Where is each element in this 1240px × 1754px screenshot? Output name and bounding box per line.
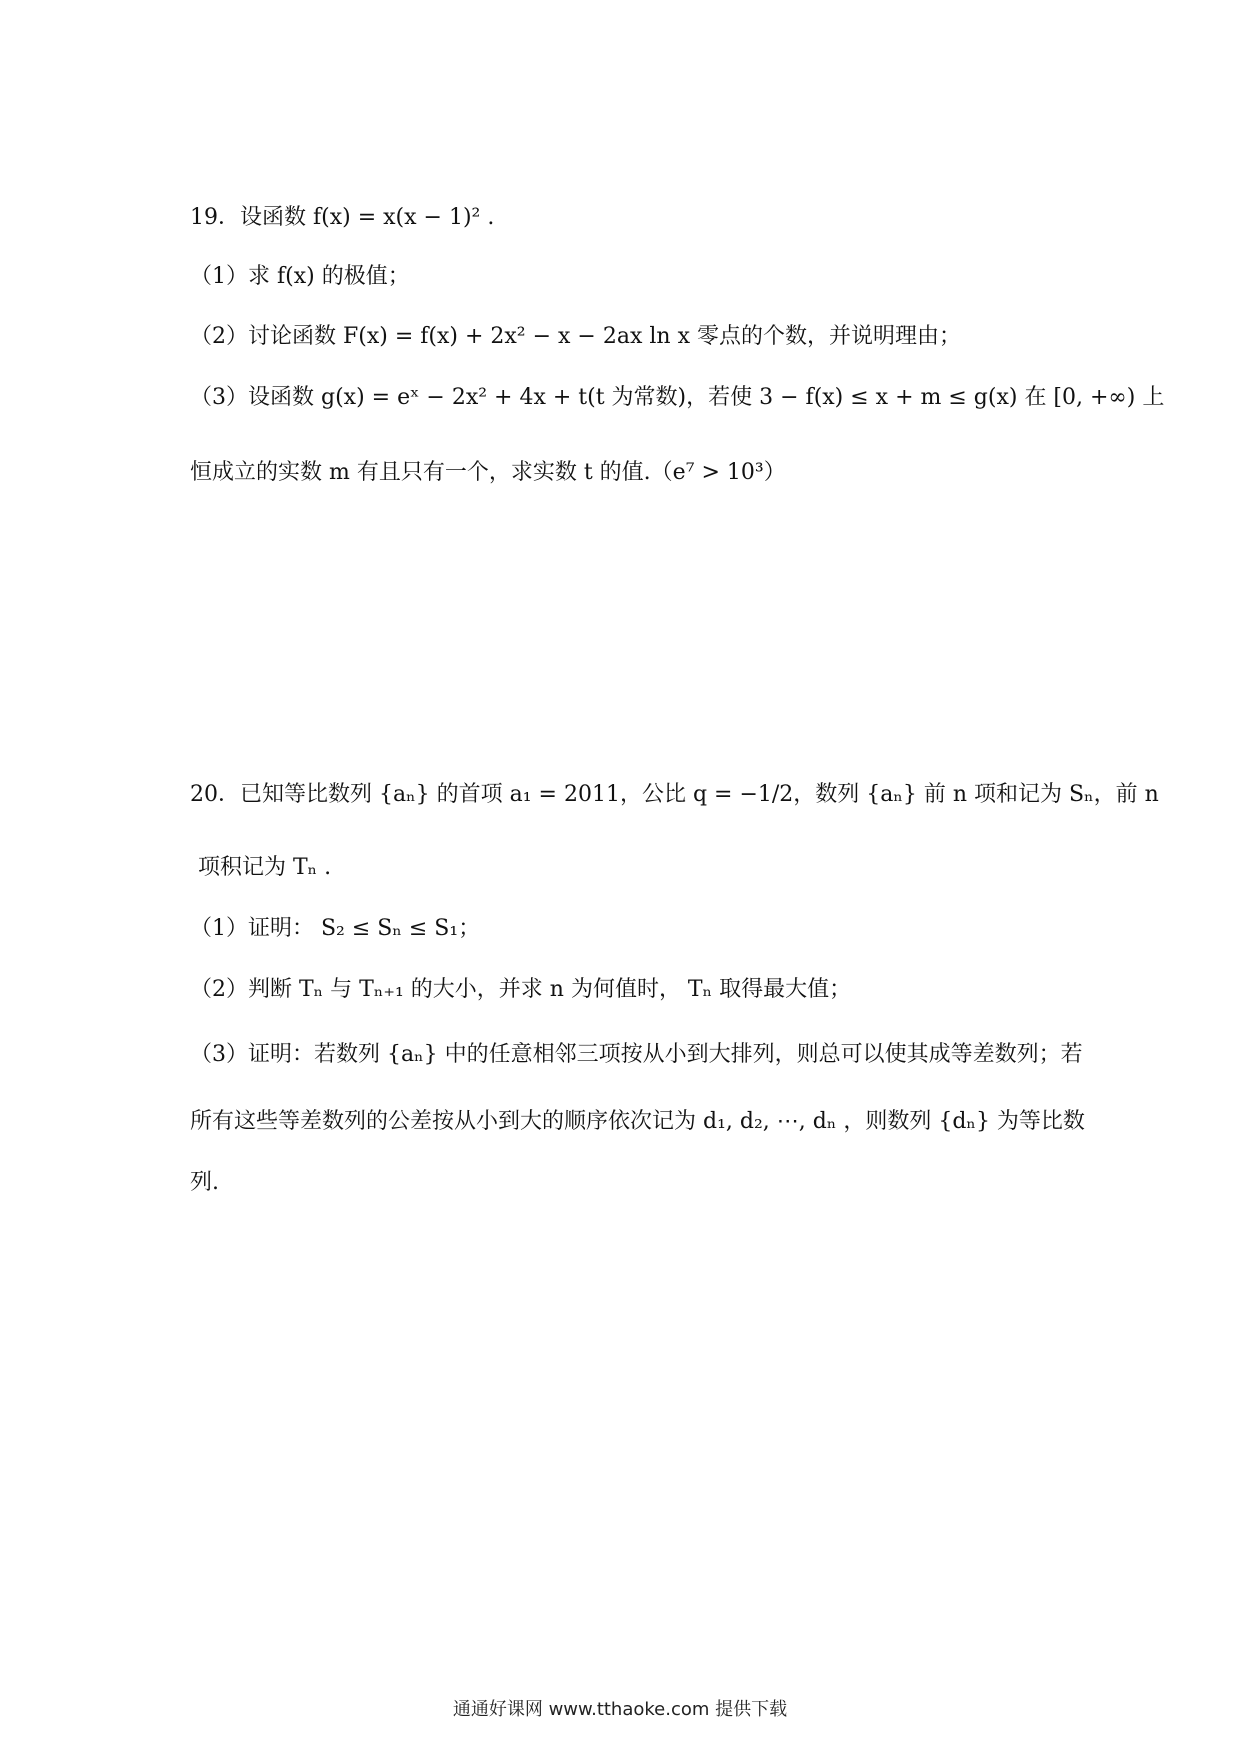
q19-part-2: （2）讨论函数 F(x) = f(x) + 2x² − x − 2ax ln x 零点的个数，并说明理由； [190, 324, 961, 349]
q19-part-3: （3）设函数 g(x) = eˣ − 2x² + 4x + t(t 为常数)，若使 3 − f(x) ≤ x + m ≤ g(x) 在 [0, +∞) 上 [190, 385, 1165, 410]
page-footer: 通通好课网 www.tthaoke.com 提供下载 [452, 1699, 788, 1720]
q20-number: 20． [190, 782, 240, 807]
q19-stem [190, 203, 1070, 233]
q19-number: 19． [190, 205, 240, 230]
q19-stem-text: 设函数 f(x) = x(x − 1)² . [240, 205, 495, 230]
q20-part-1: （1）证明： S₂ ≤ Sₙ ≤ S₁； [190, 916, 481, 941]
q20-part-3-continued: 所有这些等差数列的公差按从小到大的顺序依次记为 d₁, d₂, ⋯, dₙ ，则数列 {dₙ} 为等比数 [190, 1109, 1085, 1134]
q20-stem-continued: 项积记为 Tₙ . [198, 855, 332, 880]
q20-part-3: （3）证明：若数列 {aₙ} 中的任意相邻三项按从小到大排列，则总可以使其成等差数列；若 [190, 1042, 1083, 1067]
q19-part-1: （1）求 f(x) 的极值； [190, 264, 410, 289]
q20-part-2: （2）判断 Tₙ 与 Tₙ₊₁ 的大小，并求 n 为何值时， Tₙ 取得最大值； [190, 977, 852, 1002]
q20-part-3-end: 列. [190, 1170, 219, 1195]
q19-part-3-continued: 恒成立的实数 m 有且只有一个，求实数 t 的值.（e⁷ > 10³） [190, 460, 786, 485]
q20-stem-text: 已知等比数列 {aₙ} 的首项 a₁ = 2011，公比 q = −1/2，数列 {aₙ} 前 n 项和记为 Sₙ，前 n [240, 782, 1159, 807]
q20-stem [190, 780, 1159, 810]
